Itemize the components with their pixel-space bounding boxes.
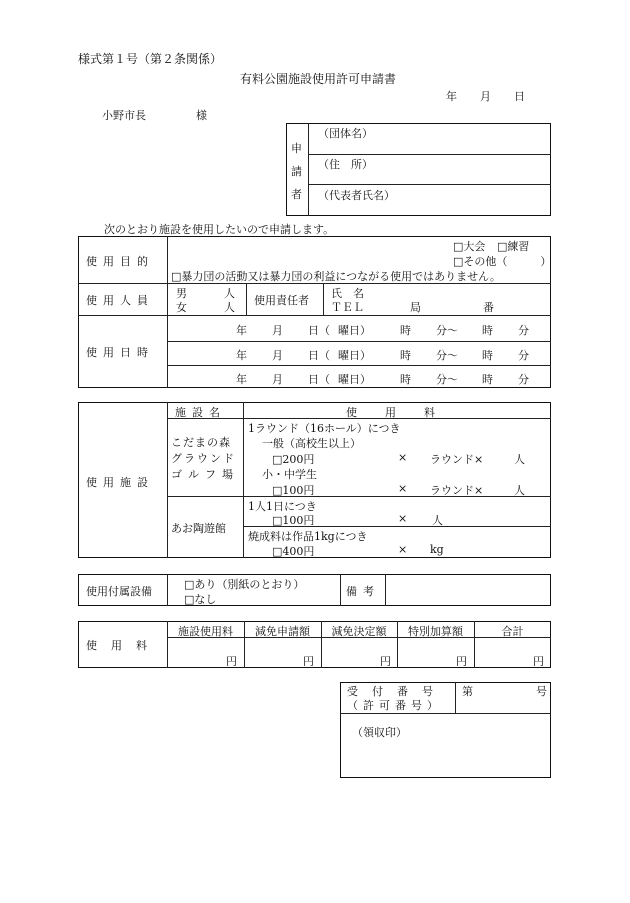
applicant-representative-field[interactable]: （代表者氏名） [318,189,395,202]
dt1-hour2: 時 [482,324,493,337]
purpose-tournament-checkbox[interactable]: □大会 [453,240,486,253]
dt1-day: 日（ [308,324,330,337]
ceramics-per-day: 1人1日につき [248,500,317,513]
fee-yen-4: 円 [456,655,467,668]
dt3-year: 年 [236,373,247,386]
dt1-hour1: 時 [400,324,411,337]
golf-general-fee-checkbox[interactable]: □200円 [272,453,315,466]
fee-col-reduction-decision: 減免決定額 [331,625,387,638]
dt2-year: 年 [236,349,247,362]
facility-fee-header: 使用料 [346,406,463,419]
golf-student-fee-checkbox[interactable]: □100円 [272,484,315,497]
applicant-address-field[interactable]: （住 所） [318,158,373,171]
fee-yen-2: 円 [303,655,314,668]
date-year: 年 [446,90,457,103]
dt3-min1: 分～ [436,373,458,386]
dt2-min1: 分～ [436,349,458,362]
dt2-day: 日（ [308,349,330,362]
purpose-label: 使用目的 [86,255,154,268]
ceramics-firing-times: × [398,543,408,556]
dt3-hour2: 時 [482,373,493,386]
dt2-min2: 分 [518,349,529,362]
female-unit: 人 [224,301,235,314]
tel-label: ＴＥＬ [331,301,364,314]
tel-ban: 番 [483,301,494,314]
golf-student: 小・中学生 [262,468,317,481]
receipt-seal-label: （領収印） [352,726,407,739]
golf-general-person: 人 [514,453,525,466]
fee-col-reduction-request: 減免申請額 [255,625,310,638]
golf-student-person: 人 [514,484,525,497]
fee-col-facility: 施設使用料 [178,625,233,638]
intro-text: 次のとおり施設を使用したいので申請します。 [104,223,335,236]
receipt-label: 受付番号 [347,685,447,698]
equipment-yes-checkbox[interactable]: □あり（別紙のとおり） [184,578,305,591]
fee-yen-3: 円 [380,655,391,668]
form-number: 様式第１号（第２条関係） [78,52,223,66]
male-label: 男 [176,287,187,300]
facility-label: 使用施設 [86,476,154,489]
ceramics-person: 人 [432,514,443,527]
receipt-dai: 第 [462,685,473,698]
golf-general-round: ラウンド× [430,453,484,466]
addressee-name: 小野市長 [102,109,146,122]
male-unit: 人 [224,287,235,300]
equipment-no-checkbox[interactable]: □なし [184,593,217,606]
ceramics-firing-fee-checkbox[interactable]: □400円 [272,545,315,558]
fee-col-total: 合計 [501,625,524,638]
applicant-label-2: 請 [291,165,302,178]
applicant-label-1: 申 [291,142,302,155]
dt3-month: 月 [272,373,283,386]
fee-label: 使用料 [86,639,161,652]
ceramics-firing-desc: 焼成料は作品1kgにつき [248,530,368,543]
dt1-year: 年 [236,324,247,337]
responsible-person-label: 使用責任者 [254,294,309,307]
golf-student-round: ラウンド× [430,484,484,497]
datetime-label: 使用日時 [86,346,154,359]
date-month: 月 [480,90,491,103]
purpose-other-checkbox[interactable]: □その他（ ） [453,255,552,268]
permit-number-label: （許可番号） [347,699,443,712]
dt1-min1: 分～ [436,324,458,337]
dt2-month: 月 [272,349,283,362]
remarks-label: 備考 [346,585,380,598]
members-label: 使用人員 [86,294,154,307]
ceramics-name: あお陶遊館 [171,522,226,535]
dt3-hour1: 時 [400,373,411,386]
golf-general: 一般（高校生以上） [262,437,361,450]
remarks-field[interactable] [390,577,548,603]
dt3-day: 日（ [308,373,330,386]
golf-student-times: × [398,482,408,495]
purpose-practice-checkbox[interactable]: □練習 [497,240,530,253]
golf-round-desc: 1ラウンド（16ホール）につき [248,422,401,435]
tel-kyoku: 局 [410,301,421,314]
page-title: 有料公園施設使用許可申請書 [240,72,397,86]
applicant-group-field[interactable]: （団体名） [318,127,373,140]
dt1-min2: 分 [518,324,529,337]
golf-general-times: × [398,451,408,464]
fee-yen-1: 円 [226,655,237,668]
fee-yen-5: 円 [533,655,544,668]
ceramics-times: × [398,512,408,525]
receipt-go: 号 [536,685,547,698]
dt2-hour1: 時 [400,349,411,362]
applicant-label-3: 者 [291,188,302,201]
golf-name-3: ゴルフ場 [171,468,239,481]
golf-name-1: こだまの森 [171,436,231,449]
golf-name-2: グラウンド [171,452,236,465]
dt1-month: 月 [272,324,283,337]
date-day: 日 [514,90,525,103]
addressee-honorific: 様 [196,109,207,122]
dt2-dow: 曜日） [338,349,371,362]
equipment-label: 使用付属設備 [86,585,152,598]
ceramics-kg: kg [430,543,444,556]
fee-col-special-addition: 特別加算額 [408,625,463,638]
anti-gang-pledge-checkbox[interactable]: □暴力団の活動又は暴力団の利益につながる使用ではありません。 [171,270,501,283]
facility-name-header: 施設名 [175,406,226,419]
female-label: 女 [176,301,187,314]
dt3-dow: 曜日） [338,373,371,386]
dt2-hour2: 時 [482,349,493,362]
dt1-dow: 曜日） [338,324,371,337]
ceramics-day-fee-checkbox[interactable]: □100円 [272,514,315,527]
dt3-min2: 分 [518,373,529,386]
name-label: 氏 名 [331,287,364,300]
